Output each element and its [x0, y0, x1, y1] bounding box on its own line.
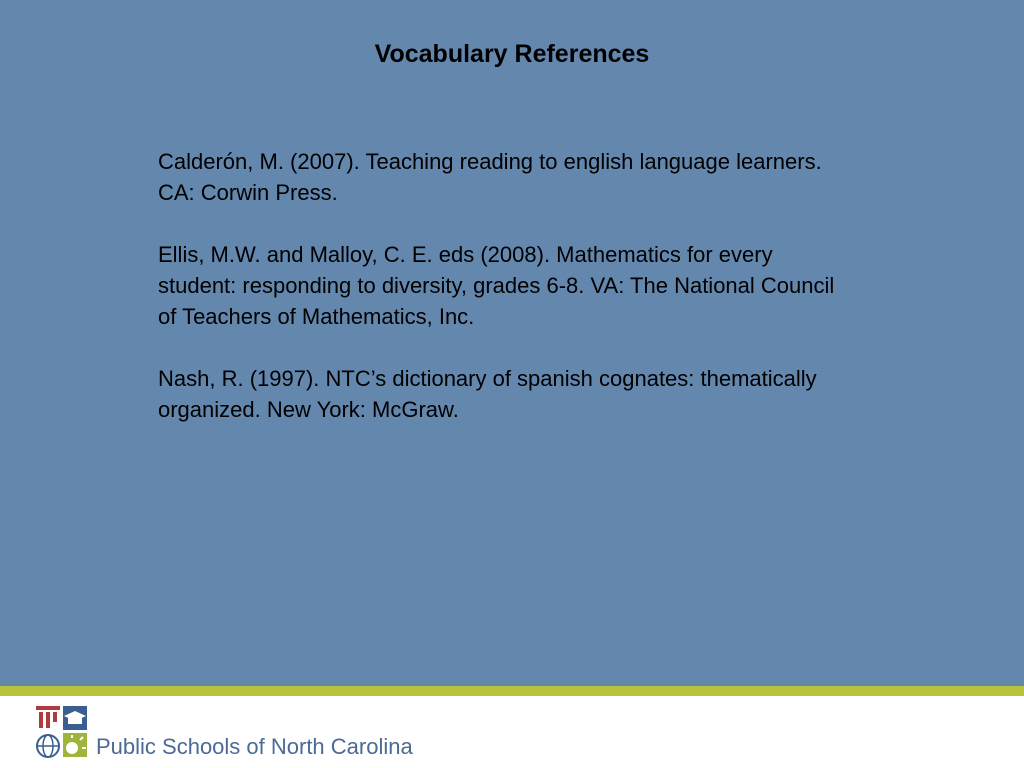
organization-name: Public Schools of North Carolina [96, 734, 413, 759]
accent-divider [0, 686, 1024, 696]
slide-title: Vocabulary References [374, 40, 650, 68]
reference-list [158, 146, 838, 456]
footer [0, 696, 1024, 768]
public-schools-nc-logo-icon [34, 704, 90, 760]
reference-item: Ellis, M.W. and Malloy, C. E. eds (2008). Mathematics for every student: responding to diversity, grades 6-8. VA: The National Council of Teachers of Mathematics, Inc. [158, 242, 835, 329]
reference-item: Nash, R. (1997). NTC’s dictionary of spanish cognates: thematically organized. New York: McGraw. [158, 366, 817, 422]
reference-item: Calderón, M. (2007). Teaching reading to english language learners. CA: Corwin Press. [158, 149, 822, 205]
